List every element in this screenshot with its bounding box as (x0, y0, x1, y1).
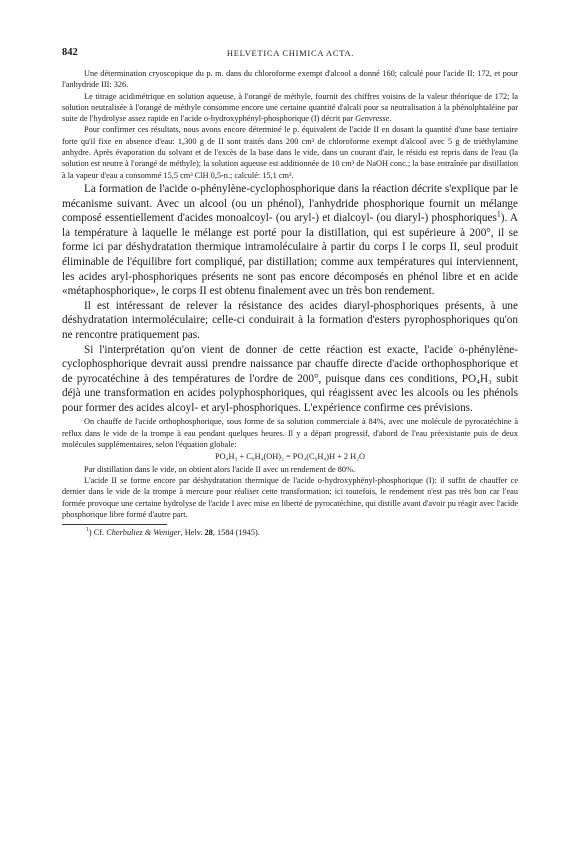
paragraph-resistance: Il est intéressant de relever la résistance des acides diaryl-phosphoriques présents, à une déshydratation intermoléculaire; celle-ci conduirait à la formation d'esters pyrophosphoriques qu'on ne rencontre pratiquement pas. (62, 299, 518, 341)
author-genvresse: Genvresse (355, 114, 390, 124)
paragraph-titration-text: Le titrage acidimétrique en solution aqueuse, à l'orangé de méthyle, fournit des chiffres voisins de la valeur théorique de 172; la solution neutralisée à l'orangé de méthyle consomme encore une certaine quantité d'alcali pour sa neutralisation à la phénolphtaléine par suite de l'hydrolyse assez rapide en l'acide o-hydroxyphényl-phosphorique (I) décrit par (62, 91, 518, 124)
paragraph-cryoscopy: Une détermination cryoscopique du p. m. dans du chloroforme exempt d'alcool a donné 160; calculé pour l'acide II: 172, et pour l'anhydride III: 326. (62, 69, 518, 90)
page-number: 842 (62, 47, 78, 58)
footnote-journal: Helv. (184, 528, 203, 538)
paragraph-mechanism-text-b: . A la température à laquelle le mélange est porté pour la distillation, qui est supérieure à 200°, il se forme ici par déshydratation thermique intramoléculaire à partir du corps I le corps II, seul produit éliminable de l'équilibre fort compliqué, par distillation; comme aux températures qui interviennent, les acides aryl-phosphoriques présents ne sont pas encore décomposés en phénol libre et en acide «métaphosphorique», le corps II est obtenu finalement avec un très bon rendement. (62, 212, 518, 298)
footnote-rule (62, 524, 167, 525)
equation: PO₄H₃ + C₆H₄(OH)₂ = PO₄(C₆H₄)H + 2 H₂O (214, 452, 365, 462)
paragraph-interpretation-text-b: subit déjà une transformation en acides polyphosphoriques, qui réagissent avec les alcools ou les phénols pour former des acides alcoyl- et aryl-phosphoriques. L'expérience confirme ces prévisions. (62, 372, 519, 414)
paragraph-equivalent-weight: Pour confirmer ces résultats, nous avons encore déterminé le p. équivalent de l'acide II en dosant la quantité d'une base tertiaire forte qu'il fixe en absence d'eau: 1,300 g de II sont traités dans 200 cm³ de chloroforme exempt d'alcool avec 5 g de triéthylamine anhydre. Après évaporation du solvant et de l'excès de la base dans le vide, dans un courant d'air, le résidu est repris dans de l'eau (la solution est neutre à l'orangé de méthyle); la solution aqueuse est additionnée de 10 cm³ de NaOH conc.; la base entraînée par distillation à la vapeur d'eau a consommé 15,5 cm³ ClH 0,5-n.; calculé: 15,1 cm³. (62, 125, 518, 180)
paragraph-interpretation (62, 343, 518, 416)
footnote-authors: Cherbuliez & Weniger (106, 528, 181, 538)
footnote-volume: 28 (204, 528, 213, 538)
paragraph-mechanism-text-a: La formation de l'acide o-phénylène-cyclophosphorique dans la réaction décrite s'explique par le mécanisme suivant. Avec un alcool (ou un phénol), l'anhydride phosphorique fournit un mélange composé essentiellement d'acides monoalcoyl- (ou aryl-) et dialcoyl- (ou diaryl-) phosphoriques (62, 182, 518, 225)
running-title: HELVETICA CHIMICA ACTA. (226, 48, 355, 58)
paragraph-interpretation-text-a: Si l'interprétation qu'on vient de donner de cette réaction est exacte, l'acide o-phénylène-cyclophosphorique devrait aussi prendre naissance par chauffe directe d'acide orthophosphorique et de pyrocatéchine à des températures de l'ordre de 200°, puisque dans ces conditions, (62, 343, 518, 385)
footnote-ref: 1 (496, 209, 501, 219)
page-header (62, 47, 519, 61)
paragraph-mechanism: La formation de l'acide o-phénylène-cyclophosphorique dans la réaction décrite s'explique par le mécanisme suivant. Avec un alcool (ou un phénol), l'anhydride phosphorique fournit un mélange composé essentiellement d'acides monoalcoyl- (ou aryl-) et dialcoyl- (ou diaryl-) phosphoriques$^1$). A la température à laquelle le mélange est porté pour la distillation, qui est supérieure à 200°, il se forme ici par déshydratation thermique intramoléculaire à partir du corps I le corps II, seul produit éliminable de l'équilibre fort compliqué, par distillation; comme aux températures qui interviennent, les acides aryl-phosphoriques présents ne sont pas encore décomposés en phénol libre et en acide «métaphosphorique», le corps II est obtenu finalement avec un très bon rendement. (62, 182, 518, 298)
footnote-pages: 1584 (1945). (216, 528, 260, 538)
paragraph-procedure: On chauffe de l'acide orthophosphorique, sous forme de sa solution commerciale à 84%, avec une molécule de pyrocatéchine à reflux dans le vide de la trompe à eau pendant quelques heures. Il y a départ progressif, d'abord de l'eau préexistante puis de deux molécules supplémentaires, selon l'équation globale: (62, 417, 518, 450)
footnote-marker: 1 (86, 527, 89, 534)
paragraph-titration: Le titrage acidimétrique en solution aqueuse, à l'orangé de méthyle, fournit des chiffres voisins de la valeur théorique de 172; la solution neutralisée à l'orangé de méthyle consomme encore une certaine quantité d'alcali pour sa neutralisation à la phénolphtaléine par suite de l'hydrolyse assez rapide en l'acide o-hydroxyphényl-phosphorique (I) décrit par Genvresse. (62, 91, 518, 124)
page-body (62, 68, 518, 538)
paragraph-thermal-dehydration: L'acide II se forme encore par déshydratation thermique de l'acide o-hydroxyphényl-phosphorique (I): il suffit de chauffer ce dernier dans le vide de la trompe à mercure pour réaliser cette transformation; ici toutefois, le rendement n'est pas très bon car l'eau formée provoque une certaine hydrolyse de l'acide I avec mise en liberté de pyrocatéchine, qui distille avant d'avoir pu réagir avec l'acide phosphorique libre formé d'autre part. (62, 476, 518, 520)
formula-phosphoric-acid: PO₄H₃ (461, 372, 492, 385)
footnote-cf: Cf. (93, 528, 105, 538)
paragraph-yield: Par distillation dans le vide, on obtient alors l'acide II avec un rendement de 80%. (84, 464, 356, 474)
footnote: $^1$) Cf. Cherbuliez & Weniger, Helv. 28, 1584 (1945). (86, 527, 260, 538)
